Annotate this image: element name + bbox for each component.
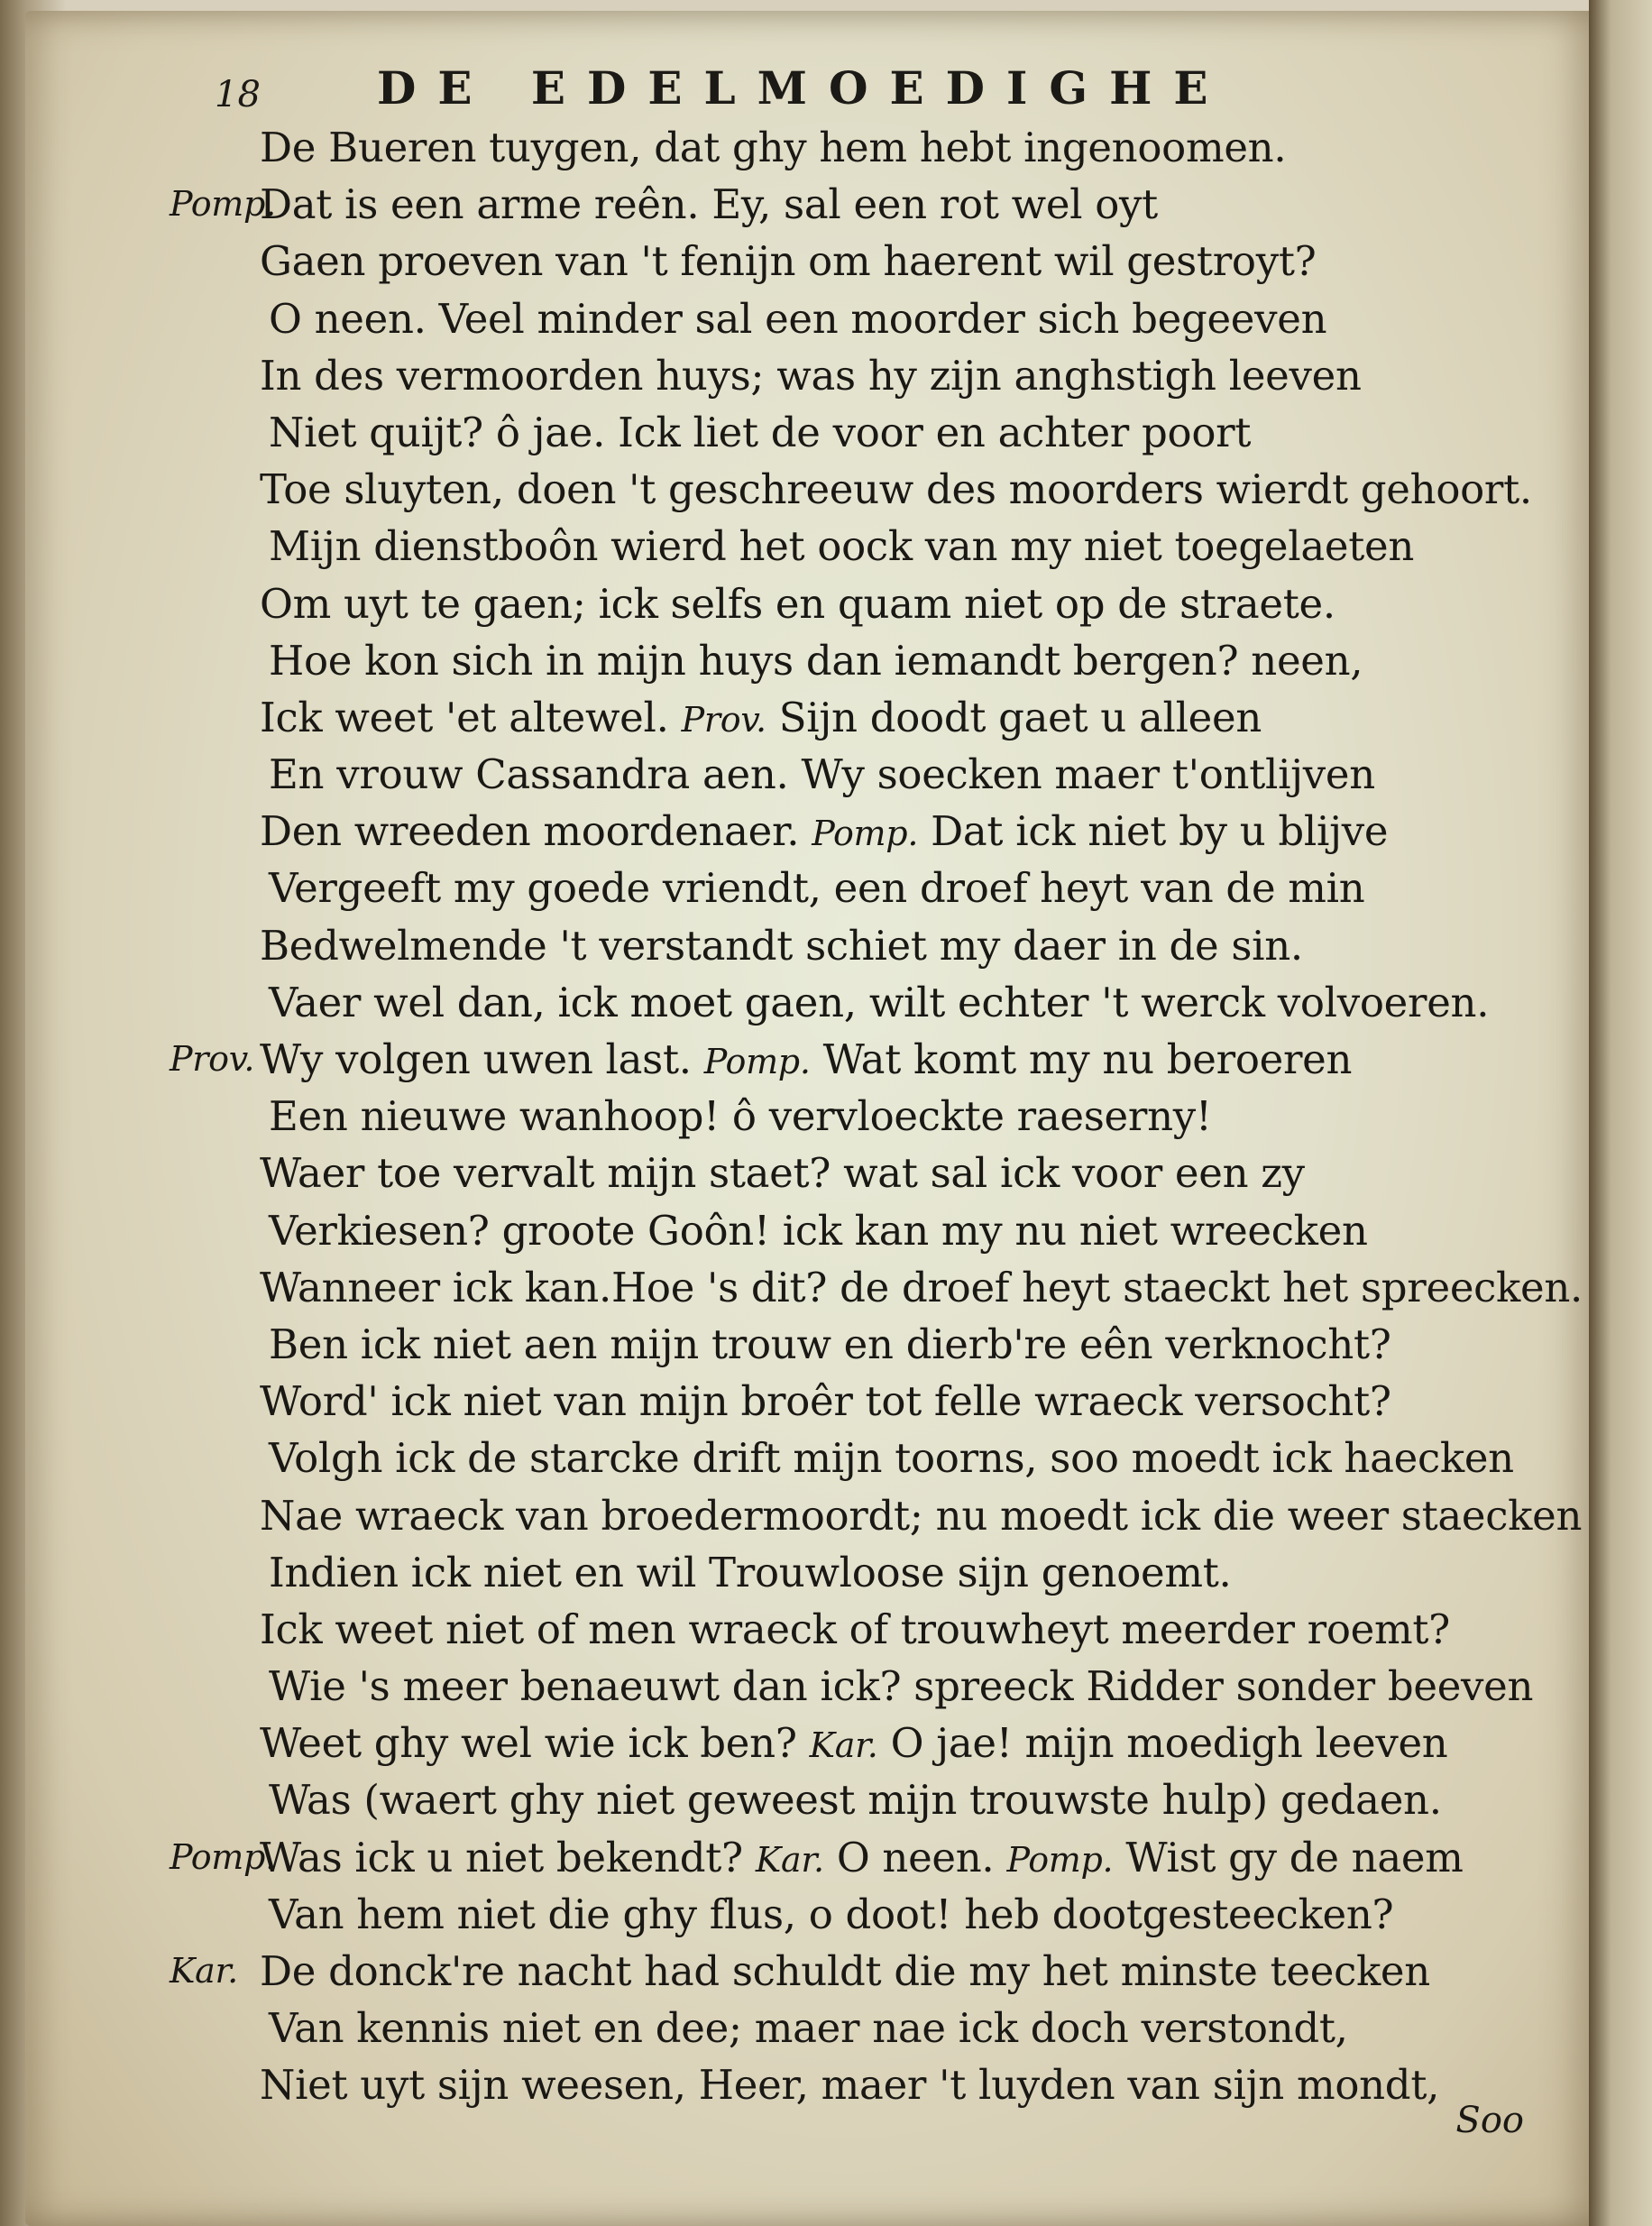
verse-segment: Dat ick niet by u blijve (931, 807, 1389, 856)
verse-segment: Van kennis niet en dee; maer nae ick doch verstondt, (269, 2004, 1348, 2053)
verse-line (179, 1145, 1585, 1201)
verse-segment: Sijn doodt gaet u alleen (778, 693, 1262, 741)
verse-text-line (260, 575, 1335, 632)
verse-line (179, 1715, 1585, 1771)
verse-line (179, 1771, 1585, 1828)
verse-text-line (260, 1259, 1583, 1316)
verse-text-line (260, 119, 1286, 176)
verse-text-line (269, 518, 1414, 575)
verse-segment: Wist gy de naem (1125, 1833, 1464, 1881)
verse-segment: Wat komt my nu beroeren (822, 1035, 1353, 1083)
verse-segment: Bedwelmende 't verstandt schiet my daer in de sin. (260, 921, 1303, 970)
verse-segment: Niet quijt? ô jae. Ick liet de voor en achter poort (269, 408, 1252, 456)
speaker-label: Kar. (170, 1951, 238, 1991)
verse-line (170, 1829, 1585, 1886)
verse-line (179, 746, 1585, 803)
verse-segment: Volgh ick de starcke drift mijn toorns, soo moedt ick haecken (269, 1434, 1514, 1483)
verse-segment: Hoe kon sich in mijn huys dan iemandt bergen? neen, (269, 636, 1363, 685)
verse-line (179, 347, 1585, 404)
running-title: DE EDELMOEDIGHE (377, 61, 1230, 115)
verse-text-line (269, 1316, 1391, 1373)
verse-text-line (269, 290, 1326, 347)
verse-line (179, 2056, 1585, 2113)
verse-segment: Ben ick niet aen mijn trouw en dierb're eên verknocht? (269, 1320, 1391, 1368)
verse-line (179, 1430, 1585, 1486)
verse-line (170, 176, 1585, 233)
speaker-label: Kar. (755, 1839, 824, 1880)
verse-text-line (260, 1943, 1430, 2000)
verse-text-line (260, 1601, 1450, 1658)
verse-line (179, 518, 1585, 575)
verse-line (179, 290, 1585, 347)
verse-segment: Word' ick niet van mijn broêr tot felle wraeck versocht? (260, 1377, 1391, 1426)
verse-segment: Indien ick niet en wil Trouwloose sijn genoemt. (269, 1548, 1232, 1596)
verse-line (179, 860, 1585, 916)
speaker-label: Kar. (809, 1725, 878, 1766)
verse-text (170, 119, 1585, 2114)
verse-line (179, 404, 1585, 461)
book-page (25, 11, 1605, 2226)
facing-page-edge (1589, 0, 1652, 2226)
speaker-label: Pomp. (170, 184, 276, 225)
verse-segment: Ick weet 'et altewel. (260, 693, 669, 741)
verse-text-line (269, 1771, 1442, 1828)
verse-segment: Mijn dienstboôn wierd het oock van my niet toegelaeten (269, 522, 1415, 571)
verse-line (179, 1487, 1585, 1544)
speaker-label: Pomp. (703, 1042, 811, 1081)
page-header (206, 58, 1459, 115)
verse-line (179, 119, 1585, 176)
verse-line (179, 1544, 1585, 1601)
speaker-label: Pomp. (812, 814, 919, 854)
verse-text-line (260, 1487, 1582, 1544)
verse-text-line (260, 917, 1303, 974)
verse-text-line (269, 1658, 1533, 1715)
verse-segment: Wie 's meer benaeuwt dan ick? spreeck Ridder sonder beeven (269, 1662, 1534, 1711)
speaker-label: Prov. (170, 1039, 255, 1079)
verse-segment: Nae wraeck van broedermoordt; nu moedt ick die weer staecken (260, 1491, 1583, 1540)
verse-line (179, 2000, 1585, 2056)
verse-line (179, 1088, 1585, 1145)
verse-text-line (260, 1145, 1305, 1201)
verse-line (179, 689, 1585, 746)
verse-text-line (269, 974, 1489, 1031)
verse-text-line (260, 176, 1158, 233)
verse-line (179, 1658, 1585, 1715)
verse-segment: Wy volgen uwen last. (260, 1035, 692, 1083)
verse-text-line (269, 1088, 1212, 1145)
verse-line (179, 233, 1585, 290)
verse-segment: In des vermoorden huys; was hy zijn anghstigh leeven (260, 351, 1362, 400)
verse-text-line (260, 689, 1262, 749)
verse-text-line (260, 461, 1532, 518)
speaker-label: Prov. (681, 699, 766, 740)
verse-segment: Niet uyt sijn weesen, Heer, maer 't luyden van sijn mondt, (260, 2061, 1440, 2110)
verse-text-line (269, 1544, 1232, 1601)
verse-text-line (269, 632, 1363, 689)
speaker-label: Pomp. (1006, 1839, 1114, 1880)
verse-segment: Was (waert ghy niet geweest mijn trouwste hulp) gedaen. (269, 1776, 1442, 1825)
verse-segment: Vergeeft my goede vriendt, een droef heyt van de min (269, 864, 1365, 913)
verse-segment: Wanneer ick kan.Hoe 's dit? de droef heyt staeckt het spreecken. (260, 1263, 1583, 1311)
verse-text-line (269, 2000, 1348, 2056)
verse-line (179, 917, 1585, 974)
verse-text-line (269, 1886, 1393, 1943)
verse-line (179, 1373, 1585, 1430)
verse-text-line (260, 1031, 1352, 1090)
verse-segment: Gaen proeven van 't fenijn om haerent wil gestroyt? (260, 237, 1317, 286)
verse-line (179, 632, 1585, 689)
verse-segment: Den wreeden moordenaer. (260, 807, 800, 856)
verse-text-line (260, 803, 1388, 862)
verse-text-line (260, 2056, 1439, 2113)
verse-text-line (260, 347, 1362, 404)
verse-text-line (260, 1829, 1464, 1889)
verse-segment: Dat is een arme reên. Ey, sal een rot wel oyt (260, 180, 1158, 229)
verse-line (170, 1943, 1585, 2000)
verse-segment: De donck're nacht had schuldt die my het minste teecken (260, 1947, 1430, 1995)
verse-line (179, 575, 1585, 632)
catchword: Soo (1455, 2100, 1524, 2141)
verse-line (170, 1031, 1585, 1088)
verse-segment: Om uyt te gaen; ick selfs en quam niet op de straete. (260, 579, 1335, 628)
verse-segment: En vrouw Cassandra aen. Wy soecken maer t'ontlijven (269, 750, 1375, 799)
verse-segment: Toe sluyten, doen 't geschreeuw des moorders wierdt gehoort. (260, 465, 1532, 514)
verse-text-line (269, 746, 1375, 803)
verse-text-line (260, 233, 1316, 290)
verse-segment: Een nieuwe wanhoop! ô vervloeckte raeserny! (269, 1092, 1212, 1141)
verse-segment: Vaer wel dan, ick moet gaen, wilt echter 't werck volvoeren. (269, 978, 1490, 1026)
verse-segment: Verkiesen? groote Goôn! ick kan my nu niet wreecken (269, 1206, 1368, 1255)
verse-line (179, 974, 1585, 1031)
verse-segment: Ick weet niet of men wraeck of trouwheyt meerder roemt? (260, 1605, 1450, 1653)
verse-line (179, 1316, 1585, 1373)
verse-segment: De Bueren tuygen, dat ghy hem hebt ingenoomen. (260, 124, 1287, 171)
verse-text-line (269, 404, 1251, 461)
verse-line (179, 1886, 1585, 1943)
verse-text-line (269, 860, 1364, 916)
verse-segment: Weet ghy wel wie ick ben? (260, 1719, 797, 1768)
verse-text-line (260, 1715, 1447, 1774)
verse-line (179, 1259, 1585, 1316)
verse-segment: Was ick u niet bekendt? (260, 1833, 743, 1881)
verse-line (179, 1601, 1585, 1658)
verse-segment: O neen. Veel minder sal een moorder sich begeeven (269, 294, 1327, 343)
verse-text-line (260, 1373, 1391, 1430)
verse-text-line (269, 1430, 1514, 1486)
verse-line (179, 1202, 1585, 1259)
verse-segment: Van hem niet die ghy flus, o doot! heb dootgesteecken? (269, 1890, 1394, 1938)
page-number: 18 (215, 74, 261, 115)
verse-line (179, 803, 1585, 860)
verse-text-line (269, 1202, 1368, 1259)
verse-segment: Waer toe vervalt mijn staet? wat sal ick voor een zy (260, 1149, 1305, 1198)
verse-segment: O neen. (836, 1833, 995, 1881)
verse-line (179, 461, 1585, 518)
verse-segment: O jae! mijn moedigh leeven (890, 1719, 1448, 1768)
speaker-label: Pomp. (170, 1836, 276, 1877)
